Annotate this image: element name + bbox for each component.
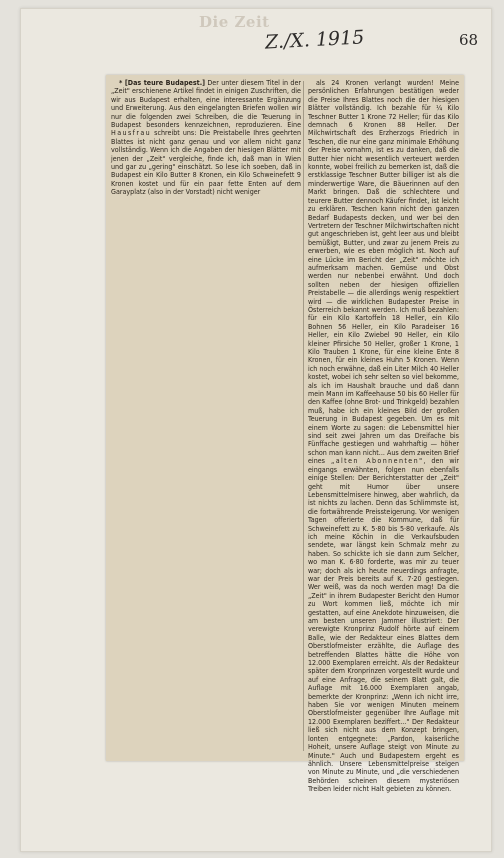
article-column-left bbox=[111, 79, 301, 299]
article-title: * [Das teure Budapest.] bbox=[119, 78, 206, 87]
article-paragraph bbox=[308, 79, 459, 794]
newspaper-clipping bbox=[106, 75, 464, 794]
article-text: schreibt uns: Die Preistabelle Ihres geehrten Blattes ist nicht ganz genau und vor allem nicht ganz vollständig. Wenn ich die Angaben der hiesigen Blätter mit jenen der „Zeit" vergleiche, finde ich, daß man in Wien und gar zu „gering" einschätzt. So lese ich soeben, daß in Budapest ein Kilo Butter 8 Kronen, ein Kilo Schweinefett 9 Kronen kostet und für ein paar fette Enten auf dem Garayplatz (also in der Vorstadt) nicht weniger bbox=[111, 128, 301, 197]
article-text: , den wir eingangs erwähnten, folgen nun ebenfalls einige Stellen: Der Berichterstatter der „Zeit" geht mit Humor über unsere Lebensmittelmisere hinweg, aber wahrlich, da ist nichts zu lachen. Denn das Schlimmste ist, die fortwährende Preissteigerung. Vor wenigen Tagen offerierte die Kommune, daß für Schweinefett zu K. 5·80 bis 5·80 verkaufe. Als ich meine Köchin in die Verkaufsbuden sendete, war längst kein Schmalz mehr zu haben. So schickte ich sie dann zum Selcher, wo man K. 6·80 forderte, was mir zu teuer war; doch als ich heute neuerdings anfragte, war der Preis bereits auf K. 7·20 gestiegen. Wer weiß, was da noch werden mag! Da die „Zeit" in ihrem Budapester Bericht den Humor zu Wort kommen ließ, möchte ich mir gestatten, auf eine Anekdote hinzuweisen, die am besten unseren Jammer illustriert: Der verewigte Kronprinz Rudolf hörte auf einem Balle, wie der Redakteur eines Blattes dem Oberstlofmeister erzählte, die Auflage des betreffenden Blattes hätte die Höhe von 12.000 Exemplaren erreicht. Als der Redakteur später dem Kronprinzen vorgestellt wurde und auf eine Anfrage, die seinem Blatt galt, die Auflage mit 16.000 Exemplaren angab, bemerkte der Kronprinz: „Wenn ich nicht irre, haben Sie vor wenigen Minuten meinem Oberstlofmeister gegenüber Ihre Auflage mit 12.000 Exemplaren beziffert..." Der Redakteur ließ sich nicht aus dem Konzept bringen, lonten entgegnete: „Pardon, kaiserliche Hoheit, unsere Auflage steigt von Minute zu Minute." Auch und Budapestern ergeht es ähnlich. Unsere Lebensmittelpreise steigen von Minute zu Minute, und „die verschiedenen Behörden scheinen diesem mysteriösen Treiben leider nicht Halt gebieten zu können. bbox=[308, 456, 459, 794]
article-text: Der unter diesem Titel in der „Zeit" erschienene Artikel findet in einigen Zuschriften, die wir aus Budapest erhalten, eine interessante Ergänzung und Erweiterung. Aus den eingelangten Briefen wollen wir nur die folgenden zwei Schreiben, die die Teuerung in Budapest besonders kennzeichnen, reproduzieren. Eine bbox=[111, 78, 301, 130]
article-text-spaced: Hausfrau bbox=[111, 128, 152, 138]
handwritten-date: Z./X. 1915 bbox=[264, 26, 365, 54]
page-number: 68 bbox=[459, 31, 479, 49]
article-column-right bbox=[308, 78, 460, 794]
column-divider bbox=[303, 81, 304, 751]
article-text-spaced: „alten Abonnenten" bbox=[330, 456, 424, 466]
archive-sheet bbox=[20, 8, 492, 852]
article-paragraph bbox=[111, 79, 301, 197]
article-text: als 24 Kronen verlangt wurden! Meine persönlichen Erfahrungen bestätigen weder die Preise Ihres Blattes noch die der hiesigen Blätter vollständig. Ich bezahle für ¼ Kilo Teschner Butter 1 Krone 72 Heller; für das Kilo demnach 6 Kronen 88 Heller. Der Milchwirtschaft des Erzherzogs Friedrich in Teschen, die nur eine ganz minimale Erhöhung der Preise vornahm, ist es zu danken, daß die Butter hier nicht wesentlich verteuert werden konnte, wobei freilich zu bemerken ist, daß die erstklassige Teschner Butter billiger ist als die minderwertige Ware, die Bäuerinnen auf den Markt bringen. Daß die schlechtere und teurere Butter dennoch Käufer findet, ist leicht zu erklären. Teschen kann nicht den ganzen Bedarf Budapests decken, und wer bei den Vertretern der Teschner Milchwirtschaften nicht gut angeschrieben ist, geht leer aus und bleibt bemüßigt, Butter, und zwar zu jenem Preis zu erwerben, wie es eben möglich ist. Noch auf eine Lücke im Bericht der „Zeit" möchte ich aufmerksam machen. Gemüse und Obst werden nur nebenbei erwähnt. Und doch sollten neben der hiesigen offiziellen Preistabelle — die allerdings wenig respektiert wird — die wirklichen Budapester Preise in Österreich bekannt werden. Ich muß bezahlen: für ein Kilo Kartoffeln 18 Heller, ein Kilo Bohnen 56 Heller, ein Kilo Paradeiser 16 Heller, ein Kilo Zwiebel 90 Heller, ein Kilo kleiner Pfirsiche 50 Heller, großer 1 Krone, 1 Kilo Trauben 1 Krone, für eine kleine Ente 8 Kronen, für ein kleines Huhn 5 Kronen. Wenn ich noch erwähne, daß ein Liter Milch 40 Heller kostet, wobei ich sehr selten so viel bekomme, als ich im Haushalt brauche und daß dann mein Mann im Kaffeehause 50 bis 60 Heller für den Kaffee (ohne Brot- und Trinkgeld) bezahlen muß, habe ich ein kleines Bild der großen Teuerung in Budapest gegeben. Um es mit einem Worte zu sagen: die Lebensmittel hier sind seit zwei Jahren um das Dreifache bis Fünffache gestiegen und wahrhaftig — höher schon man kann nicht... Aus dem zweiten Brief eines bbox=[308, 78, 460, 466]
masthead: Die Zeit bbox=[199, 13, 270, 31]
